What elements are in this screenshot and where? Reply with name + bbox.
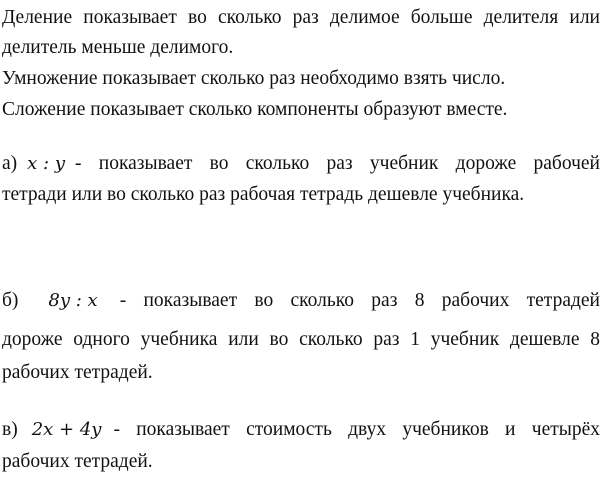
item-b-line-3: рабочих тетрадей. [2, 362, 153, 383]
item-b-label: б) [2, 290, 19, 311]
item-c-label: в) [2, 419, 18, 440]
item-a-line-2: тетради или во сколько раз рабочая тетрадь дешевле учебника. [2, 184, 525, 205]
intro-line-1: Деление показывает во сколько раз делимое больше делителя или [2, 7, 600, 28]
item-a-expression: x : y [27, 153, 65, 174]
item-a-text: - показывает во сколько раз учебник дороже рабочей [74, 153, 600, 174]
item-c-text: - показывает стоимость двух учебников и четырёх [113, 419, 600, 440]
item-c-line-1 [2, 419, 600, 441]
intro-line-4: Сложение показывает сколько компоненты образуют вместе. [2, 99, 508, 120]
item-c-expression: 2x + 4y [31, 419, 102, 440]
item-c-line-2: рабочих тетрадей. [2, 451, 153, 472]
item-b-text: - показывает во сколько раз 8 рабочих тетрадей [119, 290, 600, 311]
item-a-line-1 [2, 153, 600, 175]
intro-line-3: Умножение показывает сколько раз необходимо взять число. [2, 68, 506, 89]
intro-line-2: делитель меньше делимого. [2, 37, 234, 58]
item-a-label: а) [2, 153, 18, 174]
item-b-expression: 8y : x [48, 290, 98, 311]
item-b-line-1 [2, 290, 600, 312]
item-b-line-2: дороже одного учебника или во сколько раз 1 учебник дешевле 8 [2, 329, 600, 350]
